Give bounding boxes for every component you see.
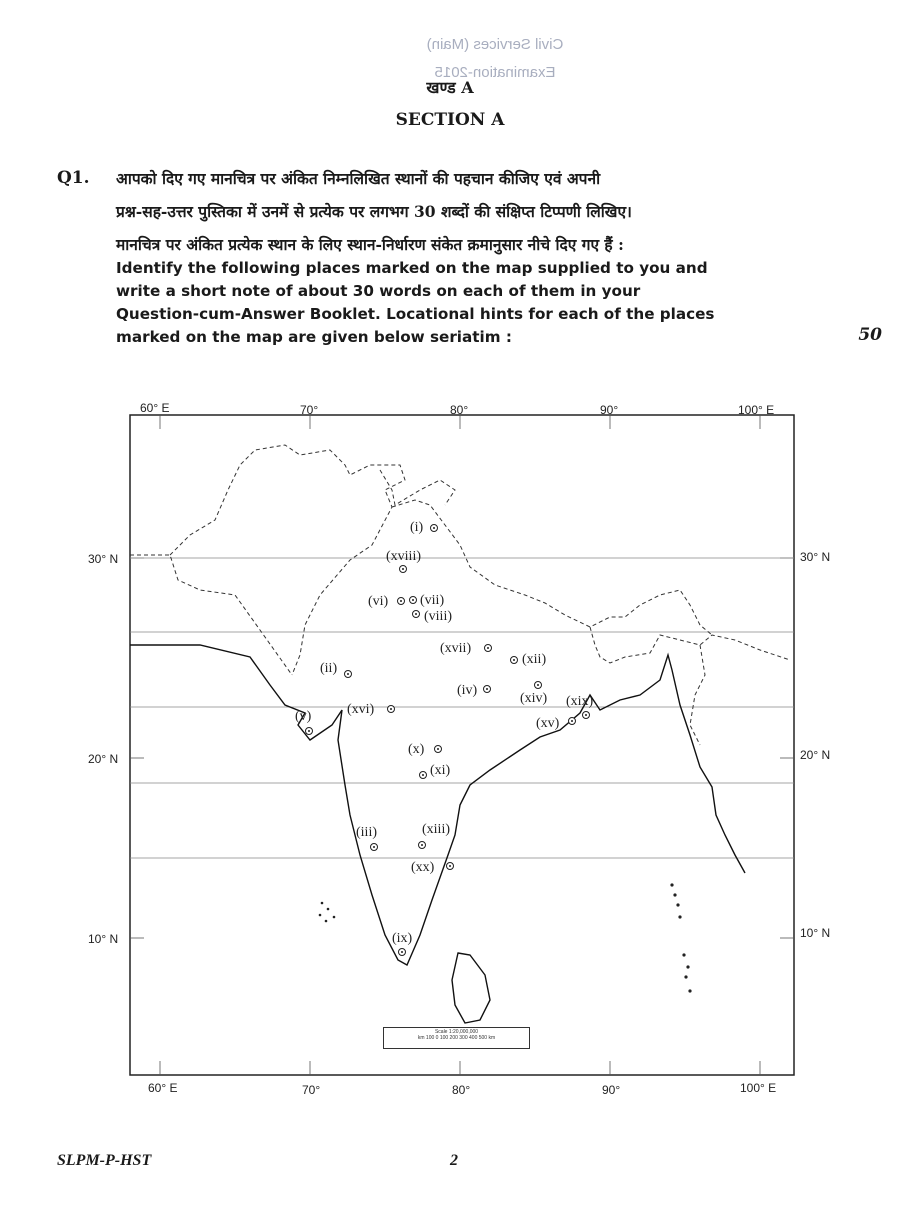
map-drawing [0, 395, 900, 1105]
place-label: (xviii) [386, 549, 421, 564]
place-marker [534, 681, 542, 689]
place-marker [399, 565, 407, 573]
question-text-hindi [116, 162, 818, 261]
place-label: (xiv) [520, 691, 548, 706]
left-lat-label: 20° N [88, 752, 119, 766]
bottom-lon-label: 80° [452, 1083, 471, 1097]
place-label: (vii) [420, 593, 445, 608]
top-lon-label: 60° E [140, 401, 170, 415]
place-marker [430, 524, 438, 532]
bottom-lon-label: 70° [302, 1083, 321, 1097]
place-marker [409, 596, 417, 604]
place-label: (iii) [356, 825, 377, 840]
left-lat-label: 10° N [88, 932, 119, 946]
right-lat-label: 30° N [800, 550, 831, 564]
section-heading: SECTION A [395, 110, 505, 130]
left-lat-label: 30° N [88, 552, 119, 566]
hindi-line: प्रश्न-सह-उत्तर पुस्तिका में उनमें से प्रत्येक पर लगभग 30 शब्दों की संक्षिप्त टिप्पणी लिखिए। [116, 202, 632, 221]
place-label: (xii) [522, 652, 547, 667]
place-marker [305, 727, 313, 735]
place-marker [434, 745, 442, 753]
page-number: 2 [450, 1152, 458, 1169]
place-label: (ix) [392, 931, 413, 946]
place-marker [398, 948, 406, 956]
place-label: (iv) [457, 683, 478, 698]
place-label: (xvi) [347, 702, 375, 717]
place-marker [582, 711, 590, 719]
question-marks: 50 [858, 325, 882, 345]
place-marker [510, 656, 518, 664]
scale-distances: km 100 0 100 200 300 400 500 km [417, 1035, 496, 1041]
question-text-english [116, 257, 818, 349]
place-marker [446, 862, 454, 870]
place-marker [397, 597, 405, 605]
stamp-line-2: Examination-2015 [434, 64, 556, 81]
place-label: (xix) [566, 694, 594, 709]
hindi-line: आपको दिए गए मानचित्र पर अंकित निम्नलिखित स्थानों की पहचान कीजिए एवं अपनी [116, 169, 601, 188]
place-label: (i) [410, 520, 424, 535]
place-marker [344, 670, 352, 678]
place-label: (xv) [536, 716, 560, 731]
place-label: (x) [408, 742, 425, 757]
place-label: (xi) [430, 763, 451, 778]
place-marker [568, 717, 576, 725]
question-number: Q1. [57, 168, 90, 188]
place-label: (xiii) [422, 822, 450, 837]
bottom-lon-label: 100° E [740, 1081, 777, 1095]
english-line: Identify the following places marked on the map supplied to you and [116, 259, 708, 277]
hindi-line: मानचित्र पर अंकित प्रत्येक स्थान के लिए स्थान-निर्धारण संकेत क्रमानुसार नीचे दिए गए हैं : [116, 235, 624, 254]
english-line: marked on the map are given below seriatim : [116, 328, 512, 346]
top-lon-label: 100° E [738, 403, 775, 417]
stamp-line-1: Civil Services (Main) [426, 36, 564, 53]
right-lat-label: 20° N [800, 748, 831, 762]
section-heading-hindi: खण्ड A [426, 78, 474, 97]
place-marker [370, 843, 378, 851]
place-label: (xvii) [440, 641, 472, 656]
place-label: (v) [295, 709, 312, 724]
place-marker [387, 705, 395, 713]
place-label: (xx) [411, 860, 435, 875]
place-marker [412, 610, 420, 618]
top-lon-label: 70° [300, 403, 319, 417]
top-lon-label: 90° [600, 403, 619, 417]
outline-map [0, 395, 900, 1105]
paper-code: SLPM-P-HST [57, 1152, 152, 1169]
place-label: (ii) [320, 661, 338, 676]
bottom-lon-label: 90° [602, 1083, 621, 1097]
top-lon-label: 80° [450, 403, 469, 417]
place-label: (vi) [368, 594, 389, 609]
map-scale-bar [383, 1027, 530, 1049]
bottom-lon-label: 60° E [148, 1081, 178, 1095]
place-label: (viii) [424, 609, 452, 624]
place-marker [419, 771, 427, 779]
place-marker [483, 685, 491, 693]
english-line: Question-cum-Answer Booklet. Locational hints for each of the places [116, 305, 715, 323]
place-marker [418, 841, 426, 849]
right-lat-label: 10° N [800, 926, 831, 940]
english-line: write a short note of about 30 words on each of them in your [116, 282, 641, 300]
scale-ratio: Scale 1:20,000,000 [434, 1029, 479, 1035]
place-marker [484, 644, 492, 652]
